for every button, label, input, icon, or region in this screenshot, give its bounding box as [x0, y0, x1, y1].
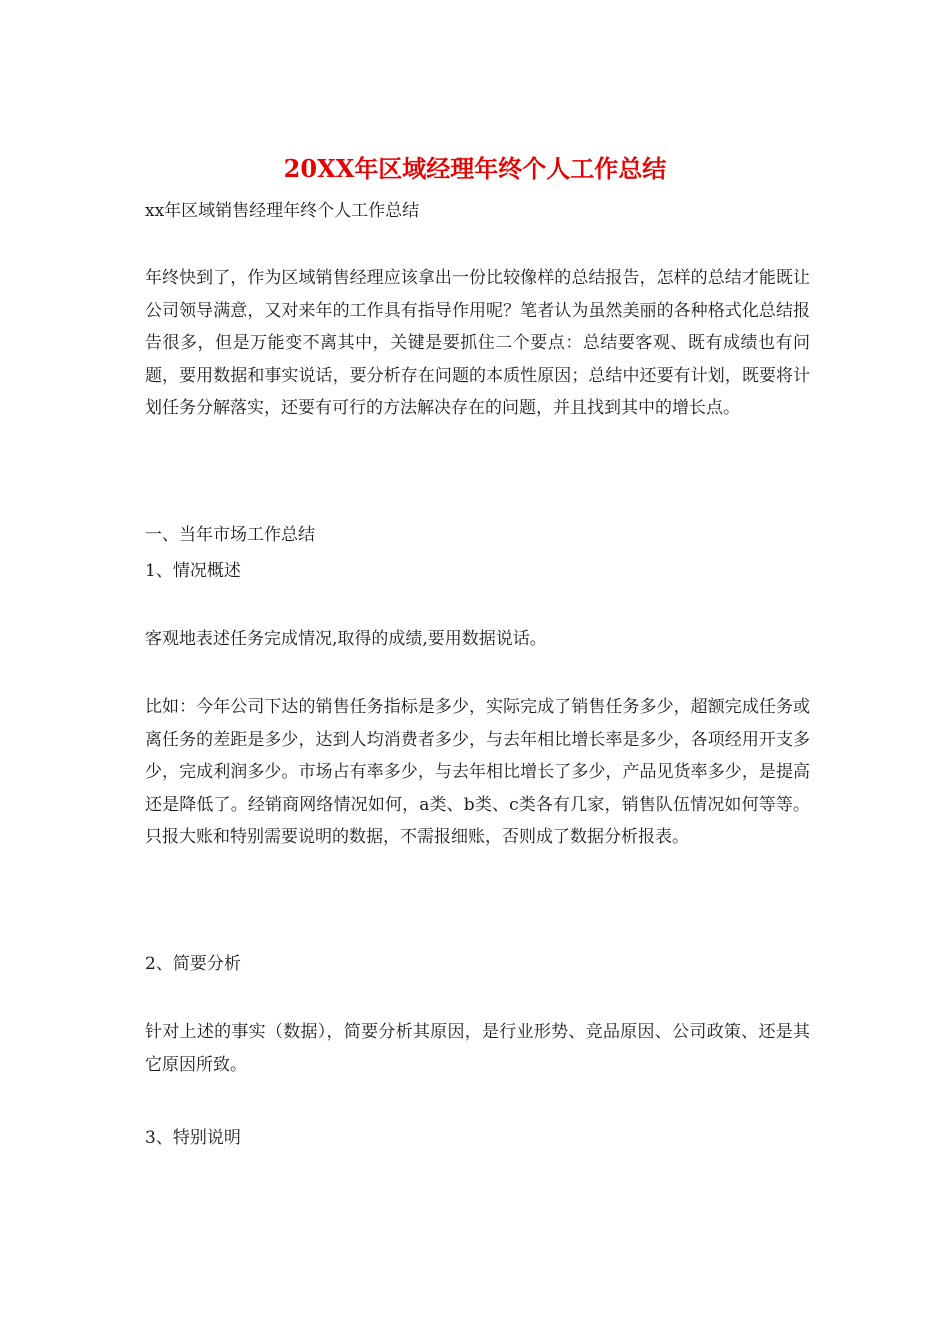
document-title: 20XX年区域经理年终个人工作总结	[283, 154, 667, 183]
section-heading-1: 一、当年市场工作总结	[145, 525, 315, 545]
item-heading-3: 3、特别说明	[145, 1128, 241, 1148]
item-heading-1: 1、情况概述	[145, 561, 241, 581]
document-subtitle: xx年区域销售经理年终个人工作总结	[145, 201, 420, 221]
item-1-paragraph-2: 比如：今年公司下达的销售任务指标是多少，实际完成了销售任务多少，超额完成任务或离任务的差距是多少，达到人均消费者多少，与去年相比增长率是多少，各项经用开支多少，完成利润多少。市场占有率多少，与去年相比增长了多少，产品见货率多少，是提高还是降低了。经销商网络情况如何，a类、b类、c类各有几家，销售队伍情况如何等等。只报大账和特别需要说明的数据，不需报细账，否则成了数据分析报表。	[145, 697, 810, 847]
intro-paragraph: 年终快到了，作为区域销售经理应该拿出一份比较像样的总结报告，怎样的总结才能既让公司领导满意，又对来年的工作具有指导作用呢？笔者认为虽然美丽的各种格式化总结报告很多，但是万能变不离其中，关键是要抓住二个要点：总结要客观、既有成绩也有问题，要用数据和事实说话，要分析存在问题的本质性原因；总结中还要有计划，既要将计划任务分解落实，还要有可行的方法解决存在的问题，并且找到其中的增长点。	[145, 268, 810, 418]
item-1-paragraph-1: 客观地表述任务完成情况,取得的成绩,要用数据说话。	[145, 629, 547, 649]
item-2-paragraph: 针对上述的事实（数据），简要分析其原因，是行业形势、竞品原因、公司政策、还是其它原因所致。	[145, 1022, 810, 1075]
item-heading-2: 2、简要分析	[145, 954, 241, 974]
